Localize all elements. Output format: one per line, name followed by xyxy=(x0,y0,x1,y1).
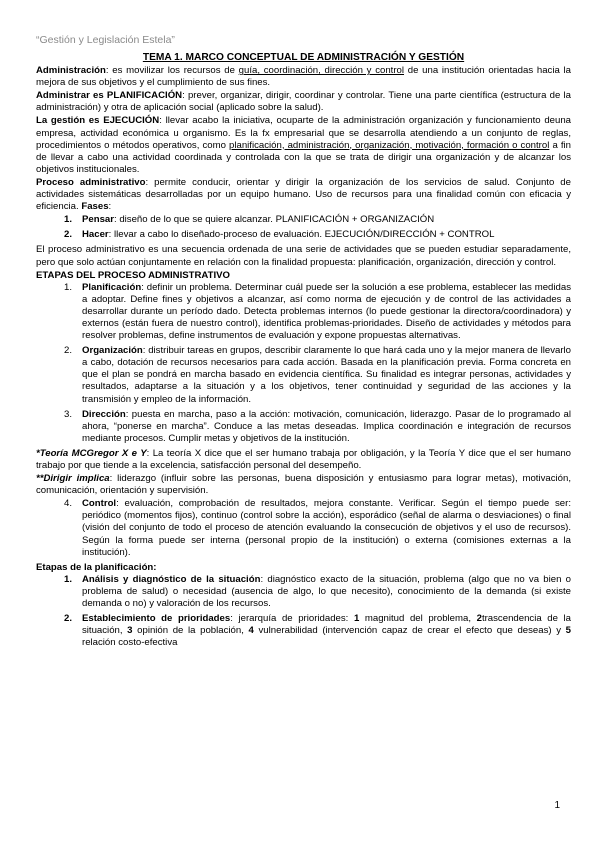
list-item: 2. Organización: distribuir tareas en grupos, describir claramente lo que hará cada uno y la mejor manera de llevarlo a cabo, dotación de recursos necesarios para cada acción. Basada en la planificación previa. Forma concreta en que el plan se pondrá en marcha basado en evidencia científica. Su finalidad es integrar personas, actividades y resultados, adaptarse a la situación y a los objetivos, tener continuidad y seguridad de las acciones y la transmisión y empleo de la información. xyxy=(64,345,571,405)
list-item: 3. Dirección: puesta en marcha, paso a la acción: motivación, comunicación, liderazgo. Pasar de lo programado al ahora, “ponerse en marcha”. Conduce a las metas deseadas. Implica coordinación e integración de recursos mediante procesos. Cumplir metas y objetivos de la institución. xyxy=(64,408,571,444)
page-header: “Gestión y Legislación Estela” xyxy=(36,34,175,46)
list-item: 4. Control: evaluación, comprobación de resultados, mejora constante. Verificar. Según el tiempo puede ser: periódico (momentos fijos), continuo (control sobre la acción), esporádico (señal de alarma o desviaciones) o final (visión del conjunto de todo el proceso de atención evaluando la consecución de objetivos y el uso de recursos). Según la forma puede ser interna (personal propio de la institución) o externa (comisiones externas a la institución). xyxy=(64,498,571,558)
section-heading-etapas: ETAPAS DEL PROCESO ADMINISTRATIVO xyxy=(36,269,231,281)
list-item: 1. Pensar: diseño de lo que se quiere alcanzar. PLANIFICACIÓN + ORGANIZACIÓN xyxy=(64,214,435,226)
planificacion-list xyxy=(36,574,571,650)
note-mcgregor: *Teoría MCGregor X e Y: La teoría X dice que el ser humano trabaja por obligación, y la Teoría Y dice que el ser humano trabajo por que tiende a la excelencia, satisfacción personal del desempeño. xyxy=(36,447,572,471)
page-title: TEMA 1. MARCO CONCEPTUAL DE ADMINISTRACIÓN Y GESTIÓN xyxy=(142,52,465,63)
list-item: 2. Hacer: llevar a cabo lo diseñado-proceso de evaluación. EJECUCIÓN/DIRECCIÓN + CONTROL xyxy=(64,229,495,241)
section-heading-planificacion: Etapas de la planificación: xyxy=(36,561,157,573)
paragraph-administrar: Administrar es PLANIFICACIÓN: prever, organizar, dirigir, coordinar y controlar. Tiene una parte científica (estructura de la administración) y otra de aplicación social (aplicado sobre la salud). xyxy=(36,90,571,114)
etapa-control-list xyxy=(36,498,571,558)
document-body xyxy=(36,52,571,652)
list-item: 1. Planificación: definir un problema. Determinar cuál puede ser la solución a ese problema, establecer las medidas a adoptar. Define fines y objetivos a alcanzar, así como norma de ejecución y de control de las actividades a desarrollar durante un período dado. Detecta problemas internos (lo puede gestionar la directora/coordinadora) y externos (están fuera de nuestro control), identifica problemas-prioridades. Diseño de actividades y métodos para resolver problemas, define instrumentos de evaluación y expone propuestas alternativas. xyxy=(64,281,571,342)
paragraph-proceso: Proceso administrativo: permite conducir, orientar y dirigir la organización de los servicios de salud. Conjunto de actividades sistemáticas desarrolladas por un equipo humano. Uso de recursos para una finalidad común con eficacia y eficiencia. Fases: xyxy=(36,176,571,213)
paragraph-secuencia: El proceso administrativo es una secuencia ordenada de una serie de actividades que se pueden estudiar separadamente, pero que solo actúan conjuntamente en relación con la finalidad propuesta: planificación, organización, dirección y control. xyxy=(36,244,571,268)
paragraph-administracion: Administración: es movilizar los recursos de guía, coordinación, dirección y control de una institución orientadas hacia la mejora de sus objetivos y el cumplimiento de sus fines. xyxy=(36,65,571,89)
fases-list xyxy=(36,214,571,241)
list-item: 1. Análisis y diagnóstico de la situación: diagnóstico exacto de la situación, problema (algo que no va bien o problema de salud) o necesidad (ausencia de algo, lo que necesito), conocimiento de la demanda (si existe demanda o no) y valoración de los recursos. xyxy=(64,573,572,610)
note-dirigir: **Dirigir implica: liderazgo (influir sobre las personas, buena disposición y entusiasmo para lograr metas), motivación, comunicación, orientación y supervisión. xyxy=(36,473,571,497)
etapas-list xyxy=(36,282,571,445)
list-item: 2. Establecimiento de prioridades: jerarquía de prioridades: 1 magnitud del problema, 2trascendencia de la situación, 3 opinión de la población, 4 vulnerabilidad (intervención capaz de crear el efecto que deseas) y 5 relación costo-efectiva xyxy=(64,613,571,649)
page-number: 1 xyxy=(554,800,560,811)
paragraph-gestion: La gestión es EJECUCIÓN: llevar acabo la iniciativa, ocuparte de la administración organización y funcionamiento deuna empresa, actividad económica u organismo. Es la fx empresarial que se desarrolla atendiendo a un conjunto de reglas, procedimientos o métodos operativos, como planificación, administración, organización, motivación, formación o control a fin de llevar a cabo una actividad coordinada y controlada con la que se trata de dirigir una organización y de alcanzar los objetivos institucionales. xyxy=(36,115,571,175)
